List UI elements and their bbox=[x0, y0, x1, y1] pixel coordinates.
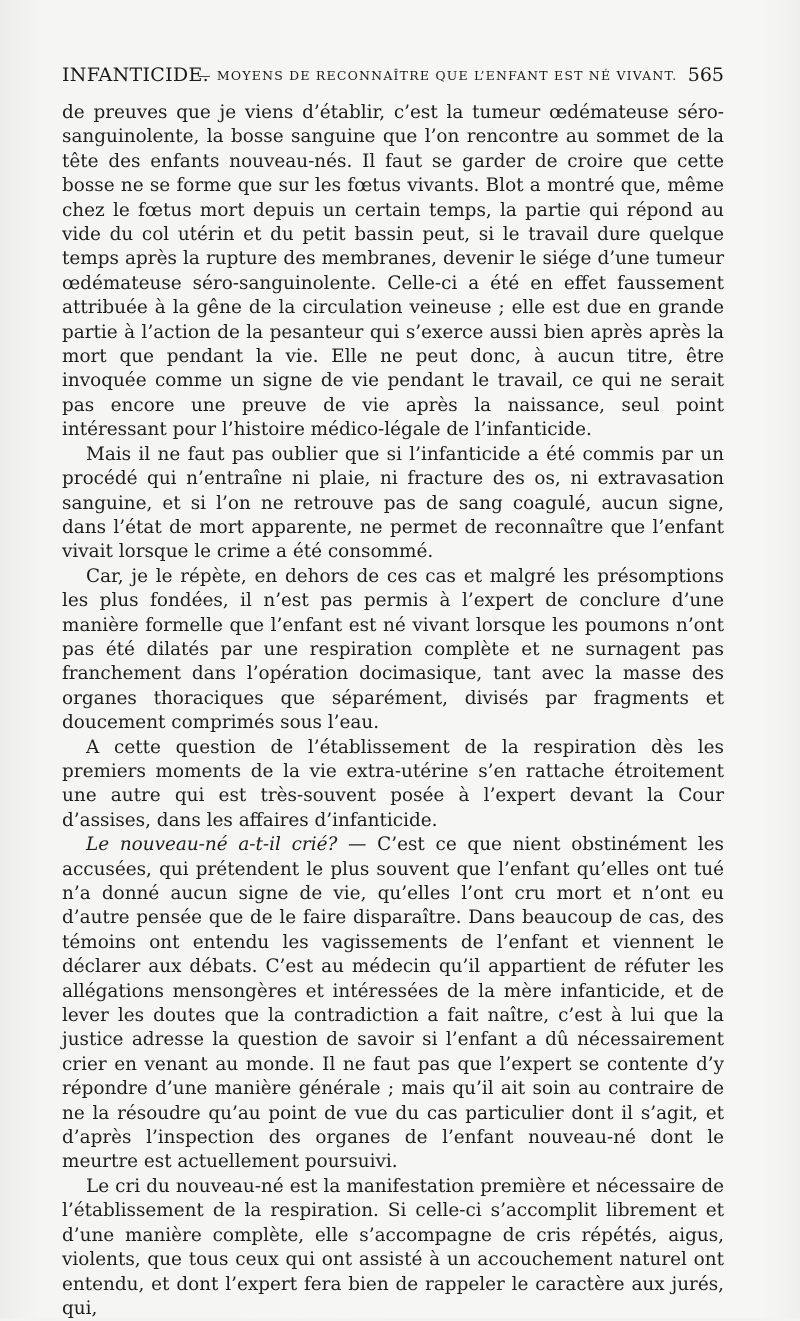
paragraph: A cette question de l’établissement de la respiration dès les premiers moments de la vie extra-utérine s’en rattache étroitement une autre qui est très-souvent posée à l’expert devant la Cour d’assises, dans les affaires d’infanticide. bbox=[62, 736, 724, 831]
question-body: — C’est ce que nient obstinément les accusées, qui prétendent le plus souvent que l’enfant qu’elles ont tué n’a donné aucun signe de vie, qu’elles l’ont cru mort et n’ont eu d’autre pensée que de le faire disparaître. Dans beaucoup de cas, des témoins ont entendu les vagissements de l’enfant et viennent le déclarer aux débats. C’est au médecin qu’il appartient de réfuter les allégations mensongères et intéressées de la mère infanticide, et de lever les doutes que la contradiction a fait naître, c’est à lui que la justice adresse la question de savoir si l’enfant a dû nécessairement crier en venant au monde. Il ne faut pas que l’expert se contente d’y répondre d’une manière générale ; mais qu’il ait soin au contraire de ne la résoudre qu’au point de vue du cas particulier dont il s’agit, et d’après l’inspection des organes de l’enfant nouveau-né dont le meurtre est actuellement poursuivi. bbox=[62, 834, 724, 1173]
paragraph: Le cri du nouveau-né est la manifestation première et nécessaire de l’établissement de la respiration. Si celle-ci s’accomplit librement et d’une manière complète, elle s’accompagne de cris répétés, aigus, violents, que tous ceux qui ont assisté à un accouchement naturel ont entendu, et dont l’expert fera bien de rappeler le caractère aux jurés, qui, bbox=[62, 1175, 724, 1319]
running-header bbox=[62, 62, 724, 90]
body-text bbox=[62, 101, 724, 1321]
question-heading: Le nouveau-né a-t-il crié? bbox=[86, 834, 338, 856]
page-number: 565 bbox=[687, 64, 724, 86]
header-title: INFANTICIDE. bbox=[62, 64, 209, 86]
paragraph-question bbox=[62, 833, 724, 1175]
paragraph-continuation: de preuves que je viens d’établir, c’est la tumeur œdémateuse séro-sanguinolente, la bosse sanguine que l’on rencontre au sommet de la tête des enfants nouveau-nés. Il faut se garder de croire que cette bosse ne se forme que sur les fœtus vivants. Blot a montré que, même chez le fœtus mort depuis un certain temps, la partie qui répond au vide du col utérin et du petit bassin peut, si le travail dure quelque temps après la rupture des membranes, devenir le siége d’une tumeur œdémateuse séro-sanguinolente. Celle-ci a été en effet faussement attribuée à la gêne de la circulation veineuse ; elle est due en grande partie à l’action de la pesanteur qui s’exerce aussi bien après après la mort que pendant la vie. Elle ne peut donc, à aucun titre, être invoquée comme un signe de vie pendant le travail, ce qui ne serait pas encore une preuve de vie après la naissance, seul point intéressant pour l’histoire médico-légale de l’infanticide. bbox=[62, 102, 724, 441]
header-subtitle: — MOYENS DE RECONNAÎTRE QUE L’ENFANT EST NÉ VIVANT. bbox=[198, 68, 678, 83]
paragraph: Mais il ne faut pas oublier que si l’infanticide a été commis par un procédé qui n’entraîne ni plaie, ni fracture des os, ni extravasation sanguine, et si l’on ne retrouve pas de sang coagulé, aucun signe, dans l’état de mort apparente, ne permet de reconnaître que l’enfant vivait lorsque le crime a été consommé. bbox=[62, 443, 724, 563]
paragraph: Car, je le répète, en dehors de ces cas et malgré les présomptions les plus fondées, il n’est pas permis à l’expert de conclure d’une manière formelle que l’enfant est né vivant lorsque les poumons n’ont pas été dilatés par une respiration complète et ne surnagent pas franchement dans l’opération docimasique, tant avec la masse des organes thoraciques que séparément, divisés par fragments et doucement comprimés sous l’eau. bbox=[62, 565, 724, 734]
